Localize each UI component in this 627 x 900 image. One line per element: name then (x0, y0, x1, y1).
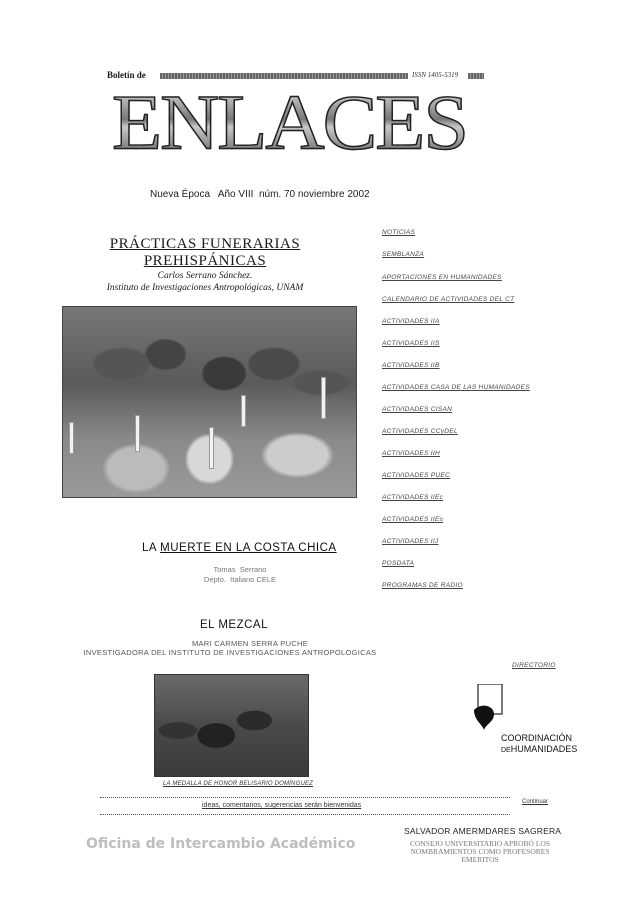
costa-chica-title[interactable] (142, 542, 337, 554)
boletin-label: Boletín de (107, 70, 146, 80)
candle-3 (209, 427, 214, 469)
continuar-link[interactable]: Continuar (522, 799, 549, 805)
coordinacion-line1: COORDINACIÓN (501, 733, 573, 743)
header-rule-right (468, 73, 484, 79)
costa-chica-prefix: LA (142, 542, 161, 554)
main-article-institution: Instituto de Investigaciones Antropológicas, UNAM (106, 283, 304, 293)
mezcal-author: MARI CARMEN SERRA PUCHE (191, 639, 309, 648)
costa-chica-link[interactable]: MUERTE EN LA COSTA CHICA (160, 542, 337, 554)
candle-1 (69, 422, 74, 454)
nav-iib[interactable]: ACTIVIDADES IIB (382, 362, 440, 369)
oficina-label: Oficina de Intercambio Académico (86, 836, 356, 852)
enlaces-logo: ENLACES (112, 84, 492, 162)
ideas-link[interactable]: ideas, comentarios, sugerencias serán bienvenidas (202, 802, 362, 809)
nav-noticias[interactable]: NOTICIAS (382, 229, 416, 236)
coordinacion-line2-wrap (501, 744, 577, 756)
ofrenda-photo[interactable] (62, 306, 357, 498)
nav-iies[interactable]: ACTIVIDADES IIEs (382, 516, 444, 523)
medalla-photo[interactable] (154, 674, 309, 777)
nav-iih[interactable]: ACTIVIDADES IIH (382, 450, 440, 457)
news-sub-line3[interactable]: EMERITOS (461, 855, 499, 864)
nav-iij[interactable]: ACTIVIDADES IIJ (382, 538, 439, 545)
nav-iiec[interactable]: ACTIVIDADES IIEc (382, 494, 444, 501)
nav-iis[interactable]: ACTIVIDADES IIS (382, 340, 440, 347)
candle-5 (321, 377, 326, 419)
candle-2 (135, 415, 140, 452)
nav-semblanza[interactable]: SEMBLANZA (382, 251, 425, 258)
nav-calendario[interactable]: CALENDARIO DE ACTIVIDADES DEL CT (382, 296, 515, 303)
main-article-title-line1[interactable]: PRÁCTICAS FUNERARIAS (109, 236, 301, 252)
news-sub-line1[interactable]: CONSEJO UNIVERSITARIO APROBÓ LOS (409, 839, 551, 848)
main-article-title-line2[interactable]: PREHISPÁNICAS (143, 253, 267, 269)
coordinacion-logo-icon (472, 684, 504, 734)
mezcal-position: INVESTIGADORA DEL INSTITUTO DE INVESTIGACIONES ANTROPOLOGICAS (83, 648, 377, 657)
main-article-author: Carlos Serrano Sánchez. (157, 271, 253, 281)
nav-posdata[interactable]: POSDATA (382, 560, 415, 567)
header-rule (160, 73, 408, 79)
coordinacion-line2: HUMANIDADES (510, 744, 578, 754)
candle-4 (241, 395, 246, 427)
costa-chica-author: Tomas Serrano (213, 565, 267, 574)
nav-puec[interactable]: ACTIVIDADES PUEC (382, 472, 451, 479)
footer-rule-top (100, 797, 510, 798)
nav-cisan[interactable]: ACTIVIDADES CISAN (382, 406, 453, 413)
nav-ccydel[interactable]: ACTIVIDADES CCyDEL (382, 428, 458, 435)
nav-iia[interactable]: ACTIVIDADES IIA (382, 318, 440, 325)
nav-aportaciones[interactable]: APORTACIONES EN HUMANIDADES (382, 274, 502, 281)
footer-rule-bottom (100, 814, 510, 815)
news-sub-line2[interactable]: NOMBRAMIENTOS COMO PROFESORES (410, 847, 550, 856)
news-headline[interactable]: SALVADOR AMERMDARES SAGRERA (404, 826, 562, 836)
costa-chica-dept: Depto. Italiano CELE (203, 575, 277, 584)
nav-casa-humanidades[interactable]: ACTIVIDADES CASA DE LAS HUMANIDADES (382, 384, 530, 391)
mezcal-title[interactable]: EL MEZCAL (200, 619, 268, 631)
nav-directorio[interactable]: DIRECTORIO (512, 662, 556, 669)
issue-line: Nueva Época Año VIII núm. 70 noviembre 2002 (150, 189, 370, 200)
coordinacion-de: DE (501, 747, 511, 754)
nav-programas-radio[interactable]: PROGRAMAS DE RADIO (382, 582, 463, 589)
medalla-caption[interactable]: LA MEDALLA DE HONOR BELISARIO DOMÍNGUEZ (163, 781, 314, 787)
issn: ISSN 1405-5319 (412, 71, 459, 79)
